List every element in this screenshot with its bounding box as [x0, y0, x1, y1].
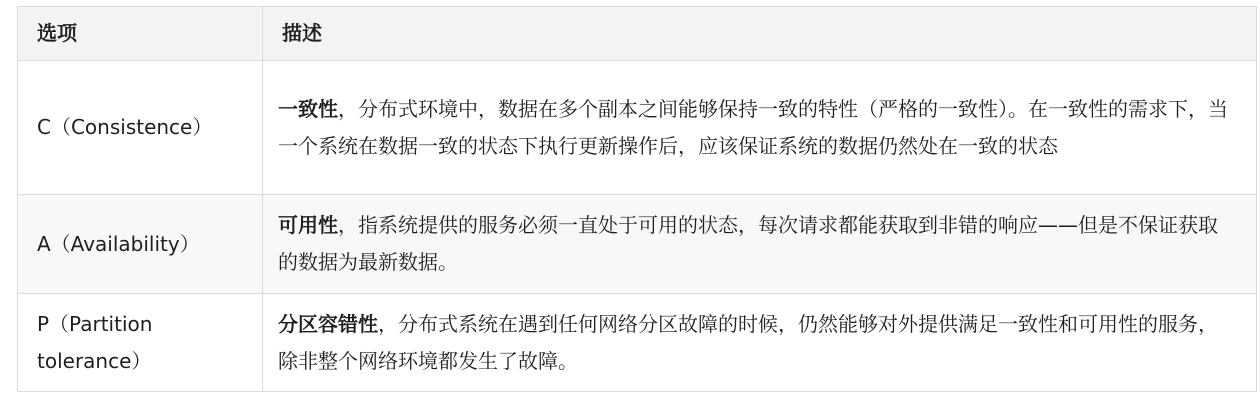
header-description: 描述	[263, 7, 1257, 61]
table-row	[18, 61, 1257, 195]
table-row	[18, 294, 1257, 392]
description-text: ，分布式环境中，数据在多个副本之间能够保持一致的特性（严格的一致性）。在一致性的需求下，当一个系统在数据一致的状态下执行更新操作后，应该保证系统的数据仍然处在一致的状态	[278, 96, 1228, 158]
option-cell: P（Partition tolerance）	[18, 294, 263, 392]
description-cell	[263, 294, 1257, 392]
description-cell	[263, 61, 1257, 195]
description-cell	[263, 195, 1257, 294]
term-label: 分区容错性	[278, 311, 378, 336]
table-row	[18, 195, 1257, 294]
term-label: 一致性	[278, 96, 338, 121]
description-text: ，指系统提供的服务必须一直处于可用的状态，每次请求都能获取到非错的响应——但是不保证获取的数据为最新数据。	[278, 213, 1218, 274]
header-option: 选项	[18, 7, 263, 61]
option-cell: C（Consistence）	[18, 61, 263, 195]
table-header	[18, 7, 1257, 61]
cap-table-container	[17, 6, 1256, 392]
header-row	[18, 7, 1257, 61]
cap-table	[17, 6, 1257, 392]
description-text: ，分布式系统在遇到任何网络分区故障的时候，仍然能够对外提供满足一致性和可用性的服务，除非整个网络环境都发生了故障。	[278, 311, 1218, 373]
option-cell: A（Availability）	[18, 195, 263, 294]
table-body	[18, 61, 1257, 392]
term-label: 可用性	[278, 213, 338, 237]
